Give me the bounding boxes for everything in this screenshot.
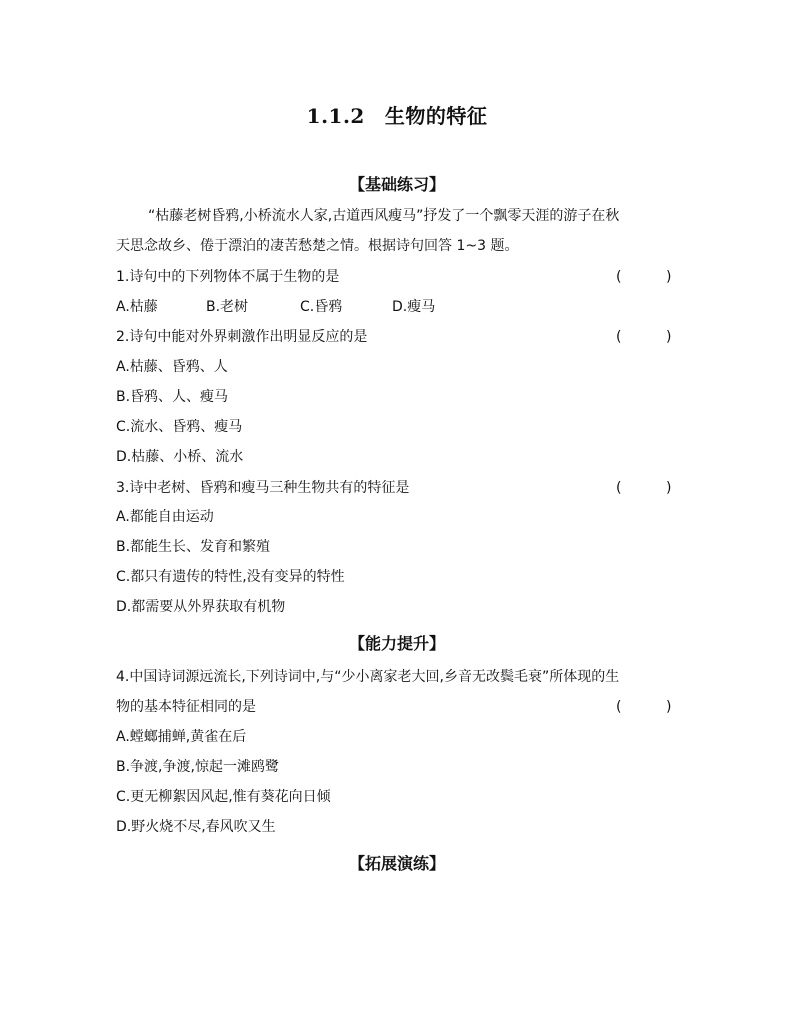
question-4-answer-blank: ( ) [616, 699, 672, 715]
question-1-options [116, 297, 435, 317]
section-heading-ability: 【能力提升】 [348, 634, 445, 653]
question-4-option-b: B.争渡,争渡,惊起一滩鸥鹭 [116, 759, 279, 775]
page-title [0, 100, 794, 129]
question-4-option-a: A.螳螂捕蝉,黄雀在后 [116, 729, 247, 745]
question-1-stem: 1.诗句中的下列物体不属于生物的是 [116, 269, 340, 285]
lesson-number: 1.1.2 [306, 104, 365, 128]
question-4-option-c: C.更无柳絮因风起,惟有葵花向日倾 [116, 789, 331, 805]
question-3-option-b: B.都能生长、发育和繁殖 [116, 539, 271, 555]
intro-line-2: 天思念故乡、倦于漂泊的凄苦愁楚之情。根据诗句回答 1~3 题。 [116, 238, 519, 254]
question-3-answer-blank: ( ) [616, 480, 672, 496]
section-heading-extend: 【拓展演练】 [348, 854, 445, 873]
question-3-stem: 3.诗中老树、昏鸦和瘦马三种生物共有的特征是 [116, 480, 410, 496]
question-4-stem-line-2: 物的基本特征相同的是 [116, 699, 256, 715]
question-2-option-b: B.昏鸦、人、瘦马 [116, 389, 229, 405]
question-1-option-c: C.昏鸦 [300, 299, 343, 315]
question-2-option-a: A.枯藤、昏鸦、人 [116, 359, 228, 375]
question-3-option-c: C.都只有遗传的特性,没有变异的特性 [116, 569, 345, 585]
question-1-option-d: D.瘦马 [392, 299, 436, 315]
question-2-option-c: C.流水、昏鸦、瘦马 [116, 419, 243, 435]
question-4-stem-line-1: 4.中国诗词源远流长,下列诗词中,与“少小离家老大回,乡音无改鬓毛衰”所体现的生 [116, 669, 620, 685]
question-1-answer-blank: ( ) [616, 269, 672, 285]
question-1-option-b: B.老树 [206, 299, 249, 315]
question-3-option-d: D.都需要从外界获取有机物 [116, 599, 286, 615]
question-2-stem: 2.诗句中能对外界刺激作出明显反应的是 [116, 329, 368, 345]
lesson-title: 生物的特征 [384, 104, 488, 128]
question-1-option-a: A.枯藤 [116, 299, 158, 315]
question-2-answer-blank: ( ) [616, 329, 672, 345]
intro-line-1: “枯藤老树昏鸦,小桥流水人家,古道西风瘦马”抒发了一个飘零天涯的游子在秋 [148, 208, 620, 224]
question-2-option-d: D.枯藤、小桥、流水 [116, 449, 244, 465]
section-heading-basic: 【基础练习】 [348, 175, 445, 194]
question-3-option-a: A.都能自由运动 [116, 509, 214, 525]
question-4-option-d: D.野火烧不尽,春风吹又生 [116, 819, 276, 835]
